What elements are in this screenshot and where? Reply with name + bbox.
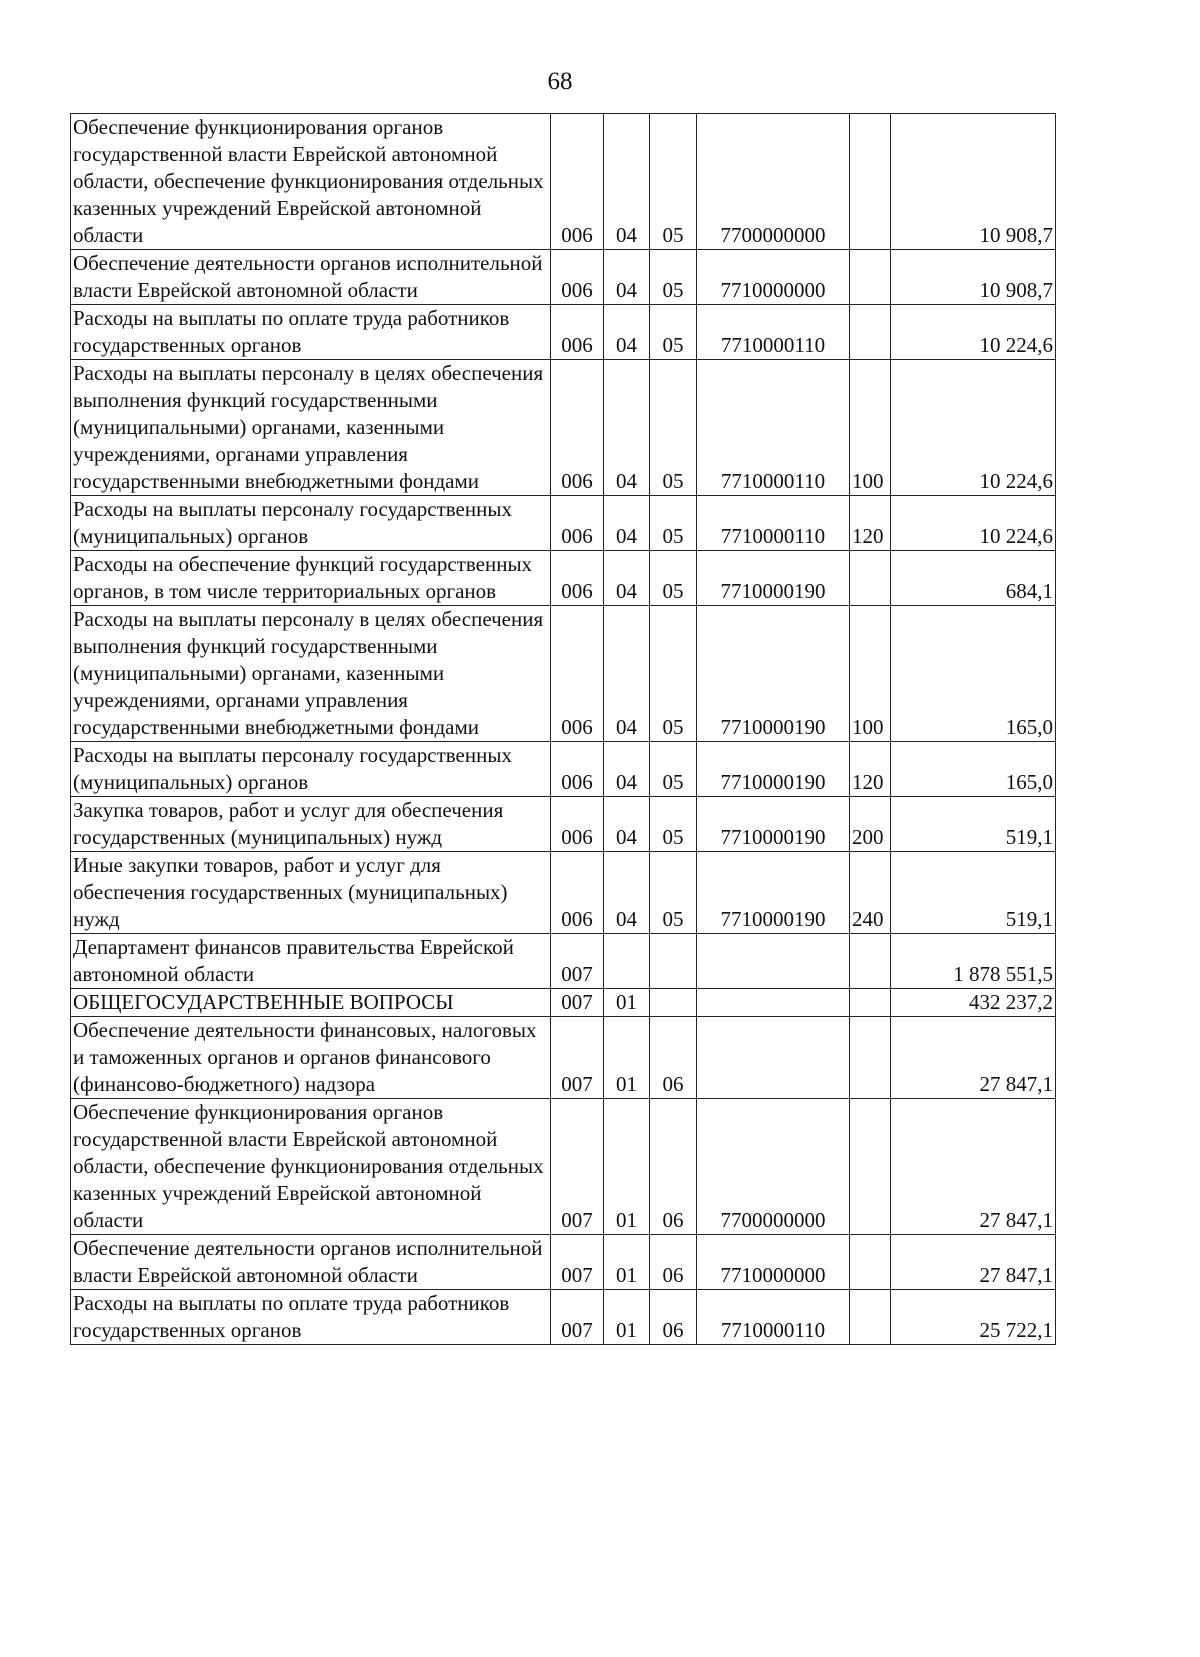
subsection-code-cell: 05 bbox=[650, 360, 697, 496]
table-row bbox=[71, 606, 1056, 742]
target-article-cell: 7700000000 bbox=[697, 114, 850, 250]
section-code-cell: 01 bbox=[604, 1290, 650, 1345]
table-row bbox=[71, 1290, 1056, 1345]
table-row bbox=[71, 360, 1056, 496]
table-row bbox=[71, 551, 1056, 606]
section-code-cell: 04 bbox=[604, 852, 650, 934]
department-code-cell: 006 bbox=[551, 305, 604, 360]
table-row bbox=[71, 934, 1056, 989]
expense-name-cell: ОБЩЕГОСУДАРСТВЕННЫЕ ВОПРОСЫ bbox=[71, 989, 551, 1017]
target-article-cell: 7710000110 bbox=[697, 1290, 850, 1345]
section-code-cell: 04 bbox=[604, 250, 650, 305]
section-code-cell: 04 bbox=[604, 305, 650, 360]
department-code-cell: 006 bbox=[551, 606, 604, 742]
expense-type-cell bbox=[850, 1290, 891, 1345]
target-article-cell: 7710000190 bbox=[697, 606, 850, 742]
section-code-cell bbox=[604, 934, 650, 989]
department-code-cell: 006 bbox=[551, 114, 604, 250]
target-article-cell: 7710000190 bbox=[697, 797, 850, 852]
expense-type-cell: 120 bbox=[850, 742, 891, 797]
subsection-code-cell bbox=[650, 989, 697, 1017]
target-article-cell: 7700000000 bbox=[697, 1099, 850, 1235]
page-number: 68 bbox=[547, 68, 573, 95]
table-row bbox=[71, 1235, 1056, 1290]
table-body bbox=[71, 114, 1056, 1345]
section-code-cell: 01 bbox=[604, 1099, 650, 1235]
section-code-cell: 04 bbox=[604, 551, 650, 606]
department-code-cell: 007 bbox=[551, 1290, 604, 1345]
table-row bbox=[71, 1099, 1056, 1235]
expense-type-cell: 100 bbox=[850, 360, 891, 496]
amount-cell: 432 237,2 bbox=[891, 989, 1056, 1017]
table-row bbox=[71, 742, 1056, 797]
department-code-cell: 007 bbox=[551, 934, 604, 989]
target-article-cell bbox=[697, 934, 850, 989]
target-article-cell bbox=[697, 989, 850, 1017]
expense-name-cell: Обеспечение функционирования органов государственной власти Еврейской автономной области, обеспечение функционирования отдельных казенных учреждений Еврейской автономной области bbox=[71, 114, 551, 250]
target-article-cell: 7710000190 bbox=[697, 852, 850, 934]
amount-cell: 10 224,6 bbox=[891, 360, 1056, 496]
expense-name-cell: Расходы на выплаты персоналу государственных (муниципальных) органов bbox=[71, 742, 551, 797]
section-code-cell: 01 bbox=[604, 1017, 650, 1099]
expense-name-cell: Обеспечение функционирования органов государственной власти Еврейской автономной области, обеспечение функционирования отдельных казенных учреждений Еврейской автономной области bbox=[71, 1099, 551, 1235]
section-code-cell: 04 bbox=[604, 360, 650, 496]
subsection-code-cell bbox=[650, 934, 697, 989]
expense-type-cell: 240 bbox=[850, 852, 891, 934]
expense-name-cell: Обеспечение деятельности органов исполнительной власти Еврейской автономной области bbox=[71, 250, 551, 305]
amount-cell: 1 878 551,5 bbox=[891, 934, 1056, 989]
subsection-code-cell: 05 bbox=[650, 305, 697, 360]
expense-type-cell: 100 bbox=[850, 606, 891, 742]
amount-cell: 27 847,1 bbox=[891, 1099, 1056, 1235]
section-code-cell: 04 bbox=[604, 742, 650, 797]
table-row bbox=[71, 989, 1056, 1017]
target-article-cell bbox=[697, 1017, 850, 1099]
subsection-code-cell: 05 bbox=[650, 114, 697, 250]
amount-cell: 10 908,7 bbox=[891, 250, 1056, 305]
target-article-cell: 7710000110 bbox=[697, 496, 850, 551]
amount-cell: 519,1 bbox=[891, 852, 1056, 934]
section-code-cell: 04 bbox=[604, 114, 650, 250]
subsection-code-cell: 06 bbox=[650, 1290, 697, 1345]
expense-type-cell bbox=[850, 1099, 891, 1235]
expense-type-cell bbox=[850, 989, 891, 1017]
amount-cell: 10 908,7 bbox=[891, 114, 1056, 250]
subsection-code-cell: 05 bbox=[650, 797, 697, 852]
expense-type-cell bbox=[850, 114, 891, 250]
expense-name-cell: Расходы на выплаты персоналу государственных (муниципальных) органов bbox=[71, 496, 551, 551]
expense-type-cell bbox=[850, 1235, 891, 1290]
target-article-cell: 7710000190 bbox=[697, 742, 850, 797]
table-row bbox=[71, 797, 1056, 852]
department-code-cell: 006 bbox=[551, 551, 604, 606]
section-code-cell: 01 bbox=[604, 1235, 650, 1290]
department-code-cell: 006 bbox=[551, 250, 604, 305]
expense-type-cell bbox=[850, 250, 891, 305]
expense-name-cell: Обеспечение деятельности финансовых, налоговых и таможенных органов и органов финансового (финансово-бюджетного) надзора bbox=[71, 1017, 551, 1099]
table-row bbox=[71, 305, 1056, 360]
department-code-cell: 007 bbox=[551, 1235, 604, 1290]
expense-type-cell: 200 bbox=[850, 797, 891, 852]
subsection-code-cell: 05 bbox=[650, 250, 697, 305]
expense-name-cell: Обеспечение деятельности органов исполнительной власти Еврейской автономной области bbox=[71, 1235, 551, 1290]
budget-table bbox=[70, 113, 1056, 1345]
department-code-cell: 007 bbox=[551, 1099, 604, 1235]
target-article-cell: 7710000110 bbox=[697, 305, 850, 360]
expense-name-cell: Расходы на выплаты по оплате труда работников государственных органов bbox=[71, 1290, 551, 1345]
amount-cell: 10 224,6 bbox=[891, 305, 1056, 360]
department-code-cell: 006 bbox=[551, 742, 604, 797]
table-row bbox=[71, 114, 1056, 250]
expense-name-cell: Расходы на обеспечение функций государственных органов, в том числе территориальных органов bbox=[71, 551, 551, 606]
subsection-code-cell: 06 bbox=[650, 1099, 697, 1235]
amount-cell: 25 722,1 bbox=[891, 1290, 1056, 1345]
department-code-cell: 006 bbox=[551, 360, 604, 496]
expense-type-cell bbox=[850, 934, 891, 989]
amount-cell: 519,1 bbox=[891, 797, 1056, 852]
expense-type-cell bbox=[850, 551, 891, 606]
expense-name-cell: Расходы на выплаты персоналу в целях обеспечения выполнения функций государственными (муниципальными) органами, казенными учреждениями, органами управления государственными внебюджетными фондами bbox=[71, 360, 551, 496]
target-article-cell: 7710000190 bbox=[697, 551, 850, 606]
subsection-code-cell: 05 bbox=[650, 606, 697, 742]
subsection-code-cell: 05 bbox=[650, 852, 697, 934]
expense-type-cell: 120 bbox=[850, 496, 891, 551]
subsection-code-cell: 05 bbox=[650, 551, 697, 606]
subsection-code-cell: 05 bbox=[650, 496, 697, 551]
table-row bbox=[71, 1017, 1056, 1099]
department-code-cell: 006 bbox=[551, 852, 604, 934]
expense-name-cell: Расходы на выплаты по оплате труда работников государственных органов bbox=[71, 305, 551, 360]
section-code-cell: 04 bbox=[604, 606, 650, 742]
amount-cell: 27 847,1 bbox=[891, 1235, 1056, 1290]
department-code-cell: 007 bbox=[551, 989, 604, 1017]
amount-cell: 165,0 bbox=[891, 606, 1056, 742]
expense-type-cell bbox=[850, 305, 891, 360]
expense-name-cell: Расходы на выплаты персоналу в целях обеспечения выполнения функций государственными (муниципальными) органами, казенными учреждениями, органами управления государственными внебюджетными фондами bbox=[71, 606, 551, 742]
expense-name-cell: Закупка товаров, работ и услуг для обеспечения государственных (муниципальных) нужд bbox=[71, 797, 551, 852]
subsection-code-cell: 06 bbox=[650, 1017, 697, 1099]
expense-name-cell: Департамент финансов правительства Еврейской автономной области bbox=[71, 934, 551, 989]
table-row bbox=[71, 852, 1056, 934]
section-code-cell: 04 bbox=[604, 797, 650, 852]
amount-cell: 27 847,1 bbox=[891, 1017, 1056, 1099]
amount-cell: 165,0 bbox=[891, 742, 1056, 797]
amount-cell: 684,1 bbox=[891, 551, 1056, 606]
table-row bbox=[71, 250, 1056, 305]
amount-cell: 10 224,6 bbox=[891, 496, 1056, 551]
target-article-cell: 7710000000 bbox=[697, 250, 850, 305]
section-code-cell: 04 bbox=[604, 496, 650, 551]
table-row bbox=[71, 496, 1056, 551]
target-article-cell: 7710000110 bbox=[697, 360, 850, 496]
department-code-cell: 006 bbox=[551, 496, 604, 551]
subsection-code-cell: 05 bbox=[650, 742, 697, 797]
expense-name-cell: Иные закупки товаров, работ и услуг для обеспечения государственных (муниципальных) нужд bbox=[71, 852, 551, 934]
target-article-cell: 7710000000 bbox=[697, 1235, 850, 1290]
department-code-cell: 006 bbox=[551, 797, 604, 852]
expense-type-cell bbox=[850, 1017, 891, 1099]
section-code-cell: 01 bbox=[604, 989, 650, 1017]
department-code-cell: 007 bbox=[551, 1017, 604, 1099]
subsection-code-cell: 06 bbox=[650, 1235, 697, 1290]
